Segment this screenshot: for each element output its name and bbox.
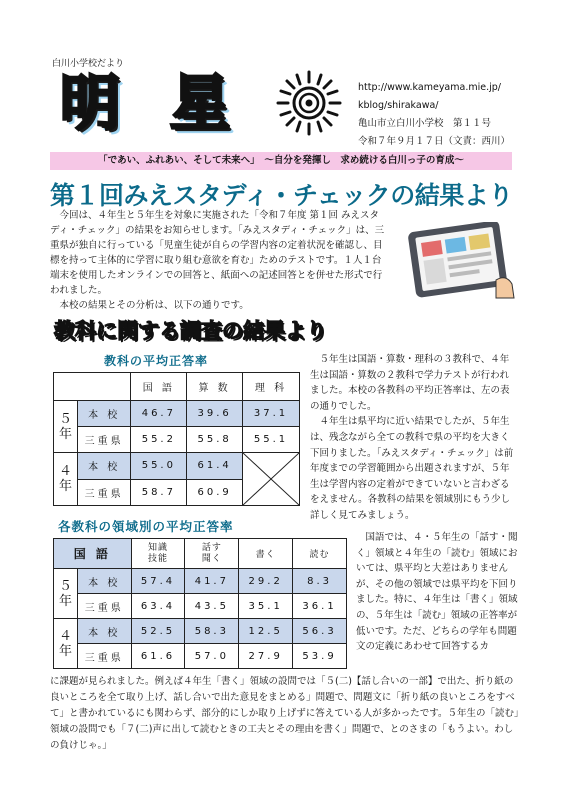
empty-cross-cell	[242, 453, 299, 506]
table2-header-row	[54, 539, 347, 569]
row-label: 三重県	[77, 427, 131, 453]
main-title: 第１回みえスタディ・チェックの結果より	[50, 181, 513, 210]
table2-header-knowledge: 知識 技能	[131, 539, 185, 569]
row-label: 三重県	[77, 479, 131, 506]
table-cell: 58.7	[131, 479, 187, 506]
table-cell: 36.1	[293, 594, 347, 619]
table-cell: 35.1	[239, 594, 293, 619]
table2-header-writing: 書く	[239, 539, 293, 569]
table-cell: 58.3	[185, 619, 239, 644]
table-cell: 29.2	[239, 569, 293, 594]
analysis-paragraph-1: ５年生は国語・算数・理科の３教科で、４年生は国語・算数の２教科で学力テストが行われました。本校の各教科の平均正答率は、左の表の通りでした。	[310, 354, 510, 412]
table-cell: 60.9	[187, 479, 243, 506]
table2-title: 各教科の領域別の平均正答率	[58, 519, 234, 534]
table-cell: 53.9	[293, 644, 347, 669]
sun-icon	[276, 70, 342, 136]
table-cell: 57.0	[185, 644, 239, 669]
table-cell: 43.5	[185, 594, 239, 619]
table-cell: 39.6	[187, 401, 243, 427]
table-cell: 56.3	[293, 619, 347, 644]
table-cell: 8.3	[293, 569, 347, 594]
table2-subject: 国 語	[54, 539, 132, 569]
bottom-text: に課題が見られました。例えば４年生「書く」領域の設問では「５(二)【話し合いの一部】で出た、折り紙の良いところを全て取り上げ、話し合いで出た意見をまとめる」問題で、問題文に「折り紙の良いところをすべて」と書かれているにも関わらず、部分的にしか取り上げずに答えている人が多かったです。５年生の「読む」領域の設問でも「７(二)声に出して読むときの工夫とその理由を書く」問題で、とのさまの「もうよい。わしの負けじゃ。」	[50, 676, 519, 751]
table-cell: 63.4	[131, 594, 185, 619]
table1-header-row	[54, 373, 300, 401]
row-label: 本 校	[77, 569, 131, 594]
url-line-2: kblog/shirakawa/	[358, 100, 439, 111]
subject-average-table	[53, 372, 300, 506]
table-row	[54, 569, 347, 594]
school-motto: 「であい、ふれあい、そして未来へ」 ～自分を発揮し 求め続ける白川っ子の育成～	[50, 152, 512, 170]
table1-corner	[54, 373, 131, 401]
table-cell: 55.0	[131, 453, 187, 480]
analysis-text-2: 国語では、４・５年生の「話す・聞く」領域と４年生の「読む」領域においては、県平均と大差はありませんが、その他の領域では県平均を下回りました。特に、４年生は「書く」領域の、５年生は「読む」領域の正答率が低いです。ただ、どちらの学年も問題文の定義にあわせて回答するカ	[356, 532, 518, 653]
row-label: 三重県	[77, 644, 131, 669]
table-cell: 61.6	[131, 644, 185, 669]
table-row	[54, 401, 300, 427]
newsletter-label: 白川小学校だより	[52, 59, 125, 69]
table-row	[54, 594, 347, 619]
table-cell: 37.1	[242, 401, 299, 427]
table-row	[54, 453, 300, 480]
analysis-text-1	[310, 352, 518, 524]
table-cell: 55.2	[131, 427, 187, 453]
grade4-label: ４年	[54, 619, 78, 669]
table-cell: 41.7	[185, 569, 239, 594]
analysis-paragraph-2: ４年生は県平均に近い結果でしたが、５年生は、残念ながら全ての教科で県の平均を大きく下回りました。「みえスタディ・チェック」は前年度までの学習範囲から出題されますが、５年生は学習内容の定着ができていないと言わざるをえません。各教科の結果を領域別にもう少し詳しく見てみましょう。	[310, 416, 514, 521]
header-info	[358, 79, 558, 151]
table-cell: 55.1	[242, 427, 299, 453]
domain-average-table	[53, 538, 347, 669]
date-author: 令和７年９月１７日（文責：西川）	[358, 136, 511, 147]
table-cell: 27.9	[239, 644, 293, 669]
table2-header-reading: 読む	[293, 539, 347, 569]
intro-paragraph-1: 今回は、４年生と５年生を対象に実施された「令和７年度 第１回 みえスタディ・チェック」の結果をお知らせします。「みえスタディ・チェック」は、三重県が独自に行っている「児童生徒が自らの学習内容の定着状況を確認し、目標を持って主体的に学習に取り組む意欲を育む」ためのテストです。１人１台端末を使用したオンラインでの回答と、紙面への記述回答とを併せた形式で行われました。	[50, 210, 385, 296]
table-row	[54, 619, 347, 644]
cross-mark	[243, 453, 299, 505]
row-label: 本 校	[77, 453, 131, 480]
row-label: 本 校	[77, 401, 131, 427]
grade5-label: ５年	[54, 401, 78, 453]
row-label: 本 校	[77, 619, 131, 644]
table-cell: 57.4	[131, 569, 185, 594]
table2-header-speak-listen: 話す 聞く	[185, 539, 239, 569]
title-char-1: 明	[60, 69, 120, 139]
table1-header-japanese: 国 語	[131, 373, 187, 401]
tablet-illustration	[408, 222, 518, 300]
intro-paragraph-2: 本校の結果とその分析は、以下の通りです。	[59, 300, 249, 311]
table-cell: 61.4	[187, 453, 243, 480]
table-cell: 46.7	[131, 401, 187, 427]
school-issue: 亀山市立白川小学校 第１１号	[358, 118, 492, 129]
row-label: 三重県	[77, 594, 131, 619]
table-row	[54, 644, 347, 669]
table-cell: 52.5	[131, 619, 185, 644]
grade5-label: ５年	[54, 569, 78, 619]
table-cell: 55.8	[187, 427, 243, 453]
table1-title: 教科の平均正答率	[104, 354, 209, 368]
grade4-label: ４年	[54, 453, 78, 506]
section-title: 教科に関する調査の結果より	[54, 319, 327, 343]
table-row	[54, 427, 300, 453]
intro-text	[50, 208, 388, 313]
title-char-2: 星	[170, 69, 230, 139]
table-cell: 12.5	[239, 619, 293, 644]
url-line-1: http://www.kameyama.mie.jp/	[358, 82, 501, 93]
table1-header-science: 理 科	[242, 373, 299, 401]
table1-header-math: 算 数	[187, 373, 243, 401]
